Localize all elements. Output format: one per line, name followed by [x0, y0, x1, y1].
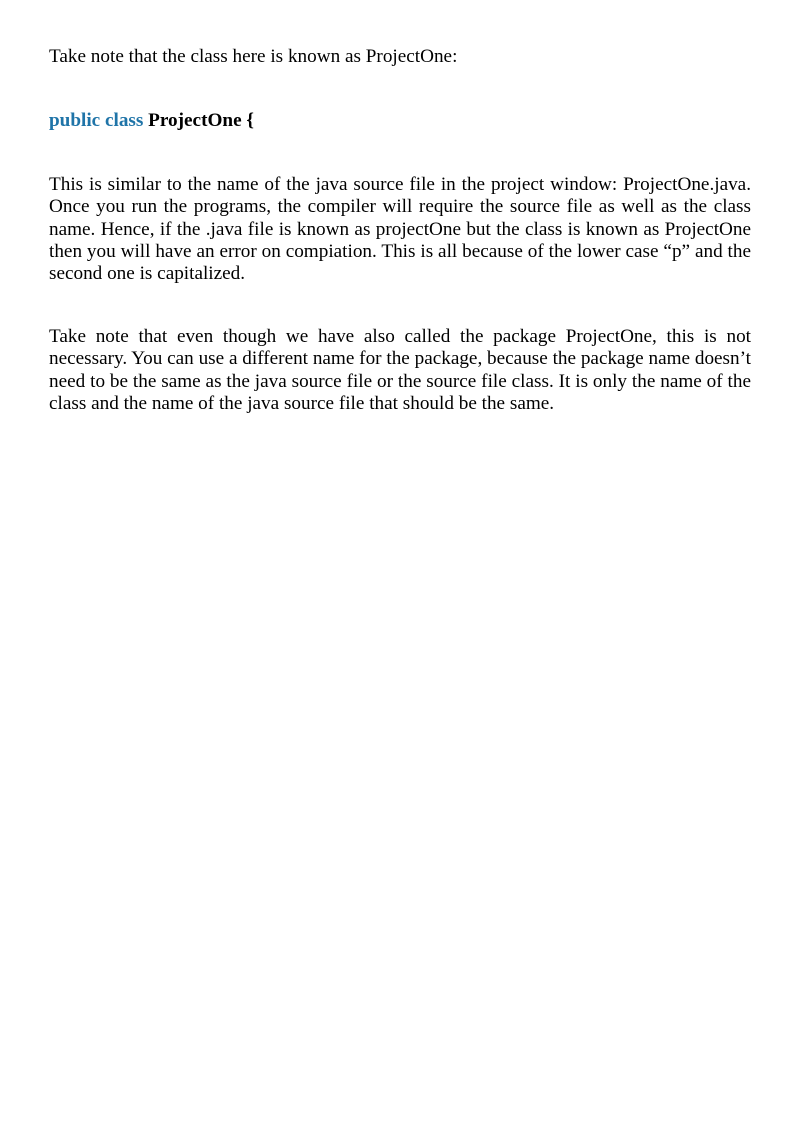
- code-class-name: ProjectOne {: [148, 110, 254, 131]
- code-snippet: [49, 110, 751, 132]
- code-keywords: public class: [49, 110, 144, 131]
- intro-text: Take note that the class here is known as ProjectOne:: [49, 46, 458, 67]
- paragraph-package-naming: Take note that even though we have also called the package ProjectOne, this is not necessary. You can use a different name for the package, because the package name doesn’t need to be the same as the java source file or the source file class. It is only the name of the class and the name of the java source file that should be the same.: [49, 326, 751, 414]
- paragraph-class-naming: This is similar to the name of the java source file in the project window: ProjectOne.java. Once you run the programs, the compiler will require the source file as well as the class name. Hence, if the .java file is known as projectOne but the class is known as ProjectOne then you will have an error on compiation. This is all because of the lower case “p” and the second one is capitalized.: [49, 174, 751, 285]
